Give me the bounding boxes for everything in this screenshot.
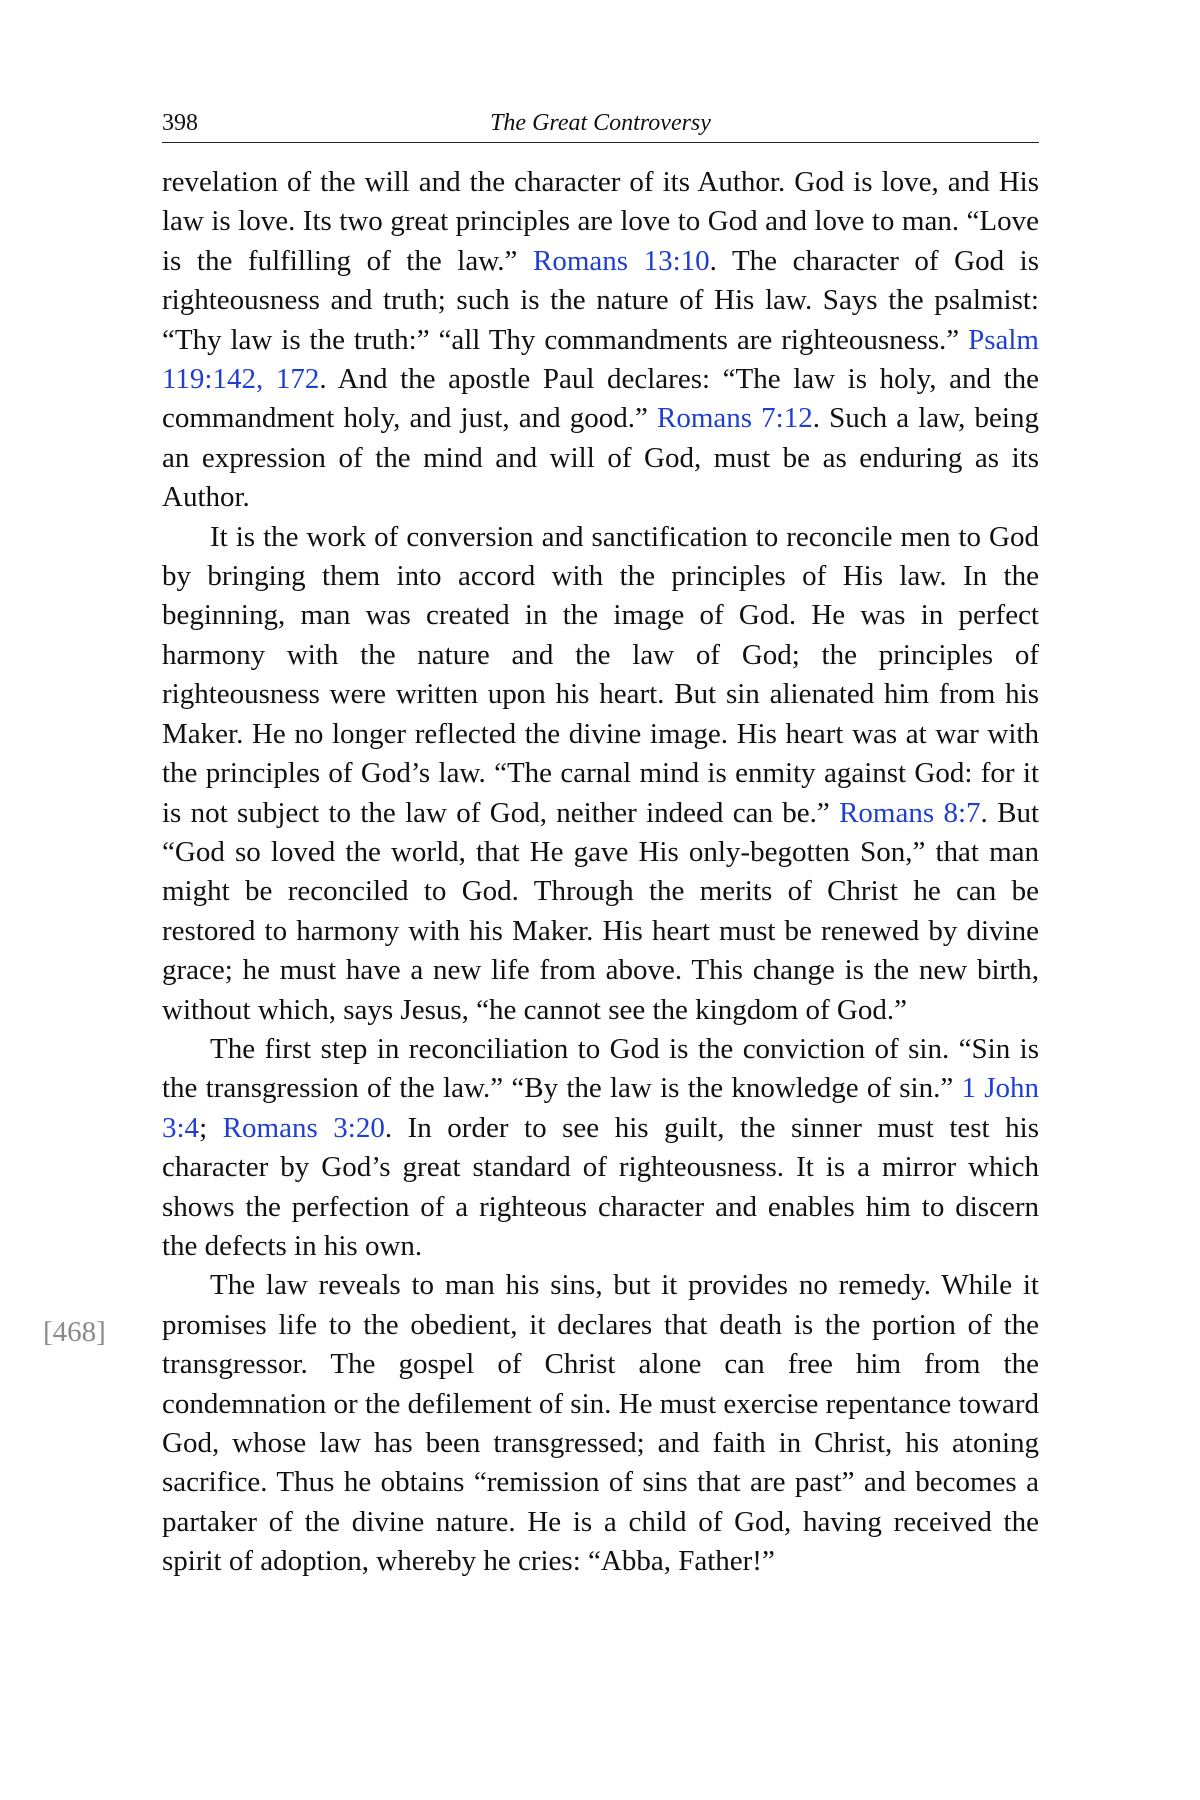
paragraph [162, 1030, 1039, 1266]
page-number: 398 [162, 110, 198, 136]
paragraph [162, 518, 1039, 1030]
scripture-reference-link[interactable]: Romans 3:20 [222, 1111, 385, 1144]
margin-page-marker: [468] [43, 1316, 106, 1348]
text-span: . But “God so loved the world, that He gave His only-begotten Son,” that man might be reconciled to God. Through the merits of Christ he can be restored to harmony with his Maker. His heart must be renewed by divine grace; he must have a new life from above. This change is the new birth, without which, says Jesus, “he cannot see the kingdom of God.” [162, 796, 1039, 1026]
scripture-reference-link[interactable]: Romans 7:12 [656, 402, 813, 435]
text-span: revelation of the will and the character of its Author. God is love, and His law is love. Its two great principles are love to God and love to man. “Love is the fulfilling of the law.” [162, 166, 1039, 277]
paragraph [162, 163, 1039, 518]
scripture-reference-link[interactable]: Romans 13:10 [532, 244, 710, 277]
text-span: . Such a law, being an expression of the mind and will of God, must be as enduring as its Author. [162, 402, 1039, 514]
scripture-reference-link[interactable]: Romans 8:7 [839, 796, 981, 829]
running-title: The Great Controversy [490, 110, 711, 136]
text-span: . The character of God is righteousness and truth; such is the nature of His law. Says the psalmist: “Thy law is the truth:” “all Thy commandments are righteousness.” [162, 244, 1039, 356]
body-text [162, 163, 1039, 1582]
text-span: ; [199, 1111, 223, 1144]
text-span: The law reveals to man his sins, but it provides no remedy. While it promises life to the obedient, it declares that death is the portion of the transgressor. The gospel of Christ alone can free him from the condemnation or the defilement of sin. He must exercise repentance toward God, whose law has been transgressed; and faith in Christ, his atoning sacrifice. Thus he obtains “remission of sins that are past” and becomes a partaker of the divine nature. He is a child of God, having received the spirit of adoption, whereby he cries: “Abba, Father!” [162, 1269, 1039, 1578]
scripture-reference-link[interactable]: 1 John 3:4 [162, 1072, 1039, 1144]
text-span: The first step in reconciliation to God is the conviction of sin. “Sin is the transgression of the law.” “By the law is the knowledge of sin.” [162, 1032, 1039, 1105]
text-span: . And the apostle Paul declares: “The law is holy, and the commandment holy, and just, and good.” [162, 363, 1039, 435]
scripture-reference-link[interactable]: Psalm 119:142, 172 [162, 323, 1039, 396]
running-header [162, 108, 1039, 143]
paragraph [162, 1266, 1039, 1581]
text-span: . In order to see his guilt, the sinner must test his character by God’s great standard of righteousness. It is a mirror which shows the perfection of a righteous character and enables him to discern the defects in his own. [162, 1111, 1039, 1262]
text-span: It is the work of conversion and sanctification to reconcile men to God by bringing them into accord with the principles of His law. In the beginning, man was created in the image of God. He was in perfect harmony with the nature and the law of God; the principles of righteousness were written upon his heart. But sin alienated him from his Maker. He no longer reflected the divine image. His heart was at war with the principles of God’s law. “The carnal mind is enmity against God: for it is not subject to the law of God, neither indeed can be.” [162, 520, 1039, 829]
